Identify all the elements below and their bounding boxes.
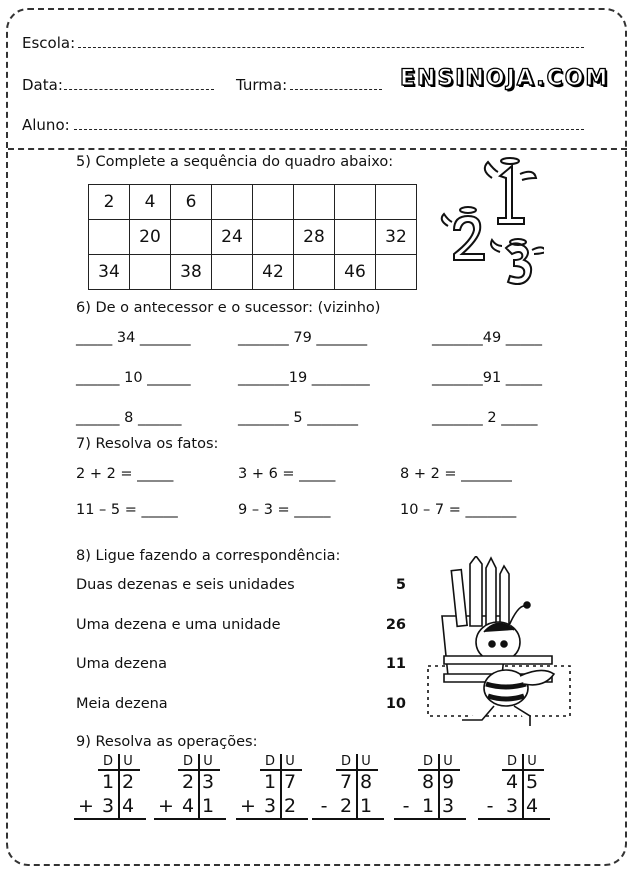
operation-sign: + bbox=[78, 795, 94, 817]
sequence-cell: 38 bbox=[171, 255, 212, 290]
operation-sign: - bbox=[402, 795, 410, 817]
sequence-cell[interactable] bbox=[253, 220, 294, 255]
sequence-cell[interactable] bbox=[294, 255, 335, 290]
units-header: U bbox=[123, 754, 133, 769]
bottom-digit: 4 bbox=[525, 795, 539, 817]
tens-header: D bbox=[340, 754, 351, 769]
column-divider bbox=[280, 754, 282, 818]
sequence-row bbox=[89, 185, 417, 220]
sequence-cell: 20 bbox=[130, 220, 171, 255]
column-divider bbox=[118, 754, 120, 818]
sequence-cell: 6 bbox=[171, 185, 212, 220]
neighbor-exercise[interactable]: _______ 79 _______ bbox=[238, 330, 368, 346]
bottom-digit: 2 bbox=[283, 795, 297, 817]
bottom-digit: 3 bbox=[263, 795, 277, 817]
bottom-digit: 1 bbox=[201, 795, 215, 817]
sequence-cell[interactable] bbox=[253, 185, 294, 220]
tens-header: D bbox=[264, 754, 275, 769]
neighbor-exercise[interactable]: _______ 5 _______ bbox=[238, 410, 358, 426]
sequence-cell[interactable] bbox=[171, 220, 212, 255]
math-fact[interactable]: 2 + 2 = _____ bbox=[76, 466, 174, 482]
turma-label: Turma: bbox=[236, 76, 288, 94]
header-underline bbox=[418, 769, 460, 771]
column-divider bbox=[522, 754, 524, 818]
sequence-cell[interactable] bbox=[294, 185, 335, 220]
bottom-digit: 3 bbox=[505, 795, 519, 817]
result-line[interactable] bbox=[312, 818, 384, 820]
site-logo: ENSINOJA.COM bbox=[400, 66, 610, 91]
tens-header: D bbox=[506, 754, 517, 769]
bottom-digit: 1 bbox=[421, 795, 435, 817]
column-operation bbox=[158, 754, 228, 818]
neighbor-exercise[interactable]: _______49 _____ bbox=[432, 330, 543, 346]
operation-sign: + bbox=[240, 795, 256, 817]
math-fact[interactable]: 3 + 6 = _____ bbox=[238, 466, 336, 482]
bottom-digit: 1 bbox=[359, 795, 373, 817]
data-line bbox=[64, 89, 214, 90]
units-header: U bbox=[203, 754, 213, 769]
top-digit: 9 bbox=[441, 771, 455, 793]
neighbor-exercise[interactable]: _____ 34 _______ bbox=[76, 330, 191, 346]
turma-line bbox=[290, 89, 382, 90]
winged-numbers-icon bbox=[440, 156, 544, 296]
top-digit: 2 bbox=[121, 771, 135, 793]
aluno-line bbox=[74, 129, 584, 130]
math-fact[interactable]: 9 – 3 = _____ bbox=[238, 502, 331, 518]
aluno-label: Aluno: bbox=[22, 116, 70, 134]
tens-header: D bbox=[422, 754, 433, 769]
sequence-cell: 28 bbox=[294, 220, 335, 255]
column-divider bbox=[198, 754, 200, 818]
sequence-row bbox=[89, 220, 417, 255]
header-underline bbox=[502, 769, 544, 771]
sequence-cell: 46 bbox=[335, 255, 376, 290]
bottom-digit: 2 bbox=[339, 795, 353, 817]
column-operation bbox=[240, 754, 310, 818]
match-description[interactable]: Duas dezenas e seis unidades bbox=[76, 577, 295, 593]
units-header: U bbox=[443, 754, 453, 769]
header-underline bbox=[98, 769, 140, 771]
neighbor-exercise[interactable]: _______19 ________ bbox=[238, 370, 370, 386]
top-digit: 8 bbox=[421, 771, 435, 793]
header-underline bbox=[336, 769, 378, 771]
top-digit: 5 bbox=[525, 771, 539, 793]
sequence-cell[interactable] bbox=[376, 255, 417, 290]
q6-title: 6) De o antecessor e o sucessor: (vizinho) bbox=[76, 300, 381, 316]
top-digit: 4 bbox=[505, 771, 519, 793]
column-operation bbox=[488, 754, 552, 818]
operation-sign: - bbox=[320, 795, 328, 817]
result-line[interactable] bbox=[236, 818, 308, 820]
bottom-digit: 3 bbox=[101, 795, 115, 817]
column-operation bbox=[322, 754, 386, 818]
match-description[interactable]: Uma dezena bbox=[76, 656, 167, 672]
column-operation bbox=[404, 754, 468, 818]
sequence-cell[interactable] bbox=[335, 185, 376, 220]
header-divider bbox=[8, 148, 627, 150]
q5-title: 5) Complete a sequência do quadro abaixo: bbox=[76, 154, 394, 170]
sequence-cell: 24 bbox=[212, 220, 253, 255]
header-underline bbox=[260, 769, 302, 771]
match-description[interactable]: Meia dezena bbox=[76, 696, 168, 712]
sequence-cell[interactable] bbox=[212, 255, 253, 290]
sequence-cell: 42 bbox=[253, 255, 294, 290]
top-digit: 3 bbox=[201, 771, 215, 793]
neighbor-exercise[interactable]: ______ 10 ______ bbox=[76, 370, 191, 386]
result-line[interactable] bbox=[154, 818, 226, 820]
sequence-row bbox=[89, 255, 417, 290]
neighbor-exercise[interactable]: ______ 8 ______ bbox=[76, 410, 182, 426]
result-line[interactable] bbox=[74, 818, 146, 820]
column-operation bbox=[78, 754, 148, 818]
sequence-cell: 2 bbox=[89, 185, 130, 220]
top-digit: 8 bbox=[359, 771, 373, 793]
top-digit: 7 bbox=[283, 771, 297, 793]
units-header: U bbox=[361, 754, 371, 769]
operation-sign: - bbox=[486, 795, 494, 817]
q8-title: 8) Ligue fazendo a correspondência: bbox=[76, 548, 341, 564]
escola-line bbox=[78, 47, 584, 48]
escola-label: Escola: bbox=[22, 34, 76, 52]
sequence-cell: 4 bbox=[130, 185, 171, 220]
column-divider bbox=[356, 754, 358, 818]
sequence-cell: 34 bbox=[89, 255, 130, 290]
top-digit: 7 bbox=[339, 771, 353, 793]
top-digit: 1 bbox=[101, 771, 115, 793]
result-line[interactable] bbox=[394, 818, 466, 820]
neighbor-exercise[interactable]: _______ 2 _____ bbox=[432, 410, 538, 426]
sequence-cell[interactable] bbox=[89, 220, 130, 255]
math-fact[interactable]: 8 + 2 = _______ bbox=[400, 466, 512, 482]
bee-with-pencils-icon bbox=[424, 556, 574, 726]
sequence-cell[interactable] bbox=[130, 255, 171, 290]
tens-header: D bbox=[182, 754, 193, 769]
operation-sign: + bbox=[158, 795, 174, 817]
units-header: U bbox=[527, 754, 537, 769]
result-line[interactable] bbox=[478, 818, 550, 820]
tens-header: D bbox=[102, 754, 113, 769]
sequence-table bbox=[88, 184, 417, 290]
sequence-cell[interactable] bbox=[335, 220, 376, 255]
column-divider bbox=[438, 754, 440, 818]
header-underline bbox=[178, 769, 220, 771]
q9-title: 9) Resolva as operações: bbox=[76, 734, 258, 750]
sequence-cell[interactable] bbox=[376, 185, 417, 220]
sequence-cell[interactable] bbox=[212, 185, 253, 220]
bottom-digit: 4 bbox=[181, 795, 195, 817]
neighbor-exercise[interactable]: _______91 _____ bbox=[432, 370, 543, 386]
bottom-digit: 4 bbox=[121, 795, 135, 817]
math-fact[interactable]: 10 – 7 = _______ bbox=[400, 502, 517, 518]
q7-title: 7) Resolva os fatos: bbox=[76, 436, 219, 452]
top-digit: 1 bbox=[263, 771, 277, 793]
match-description[interactable]: Uma dezena e uma unidade bbox=[76, 617, 281, 633]
math-fact[interactable]: 11 – 5 = _____ bbox=[76, 502, 178, 518]
units-header: U bbox=[285, 754, 295, 769]
sequence-cell: 32 bbox=[376, 220, 417, 255]
bottom-digit: 3 bbox=[441, 795, 455, 817]
data-label: Data: bbox=[22, 76, 63, 94]
top-digit: 2 bbox=[181, 771, 195, 793]
